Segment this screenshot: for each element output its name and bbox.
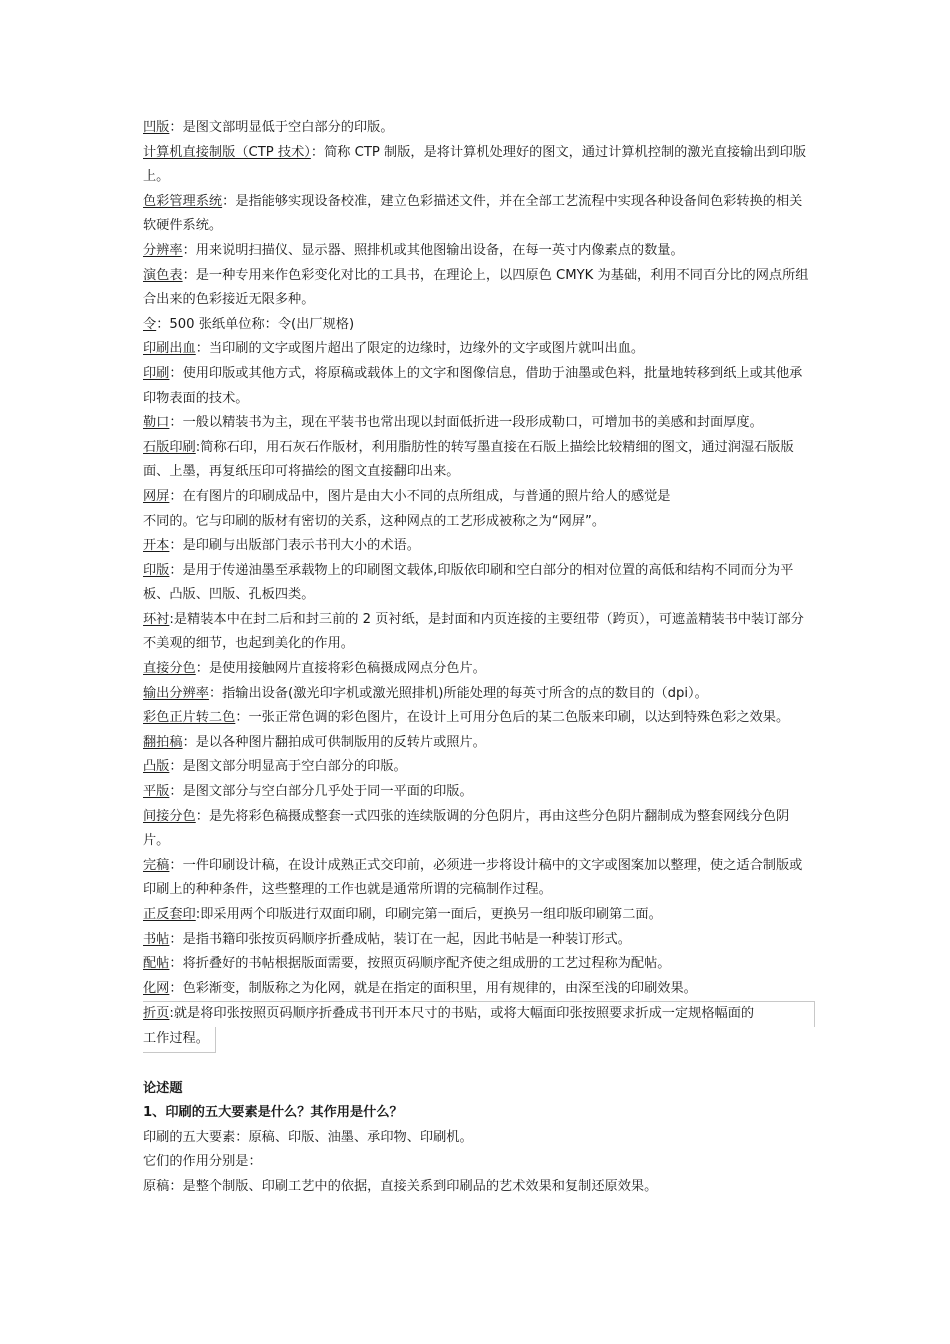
glossary-entry bbox=[143, 977, 813, 1002]
glossary-term: 分辨率 bbox=[143, 242, 183, 258]
answer-paragraph-2: 它们的作用分别是： bbox=[143, 1154, 262, 1170]
glossary-definition: 一件印刷设计稿，在设计成熟正式交印前，必须进一步将设计稿中的文字或图案加以整理，使之适合制版或印刷上的种种条件，这些整理的工作也就是通常所谓的完稿制作过程。 bbox=[143, 857, 803, 898]
glossary-entry bbox=[143, 682, 813, 707]
glossary-definition: 即采用两个印版进行双面印刷，印刷完第一面后，更换另一组印版印刷第二面。 bbox=[200, 907, 662, 922]
glossary-term: 印版 bbox=[143, 562, 170, 578]
glossary-separator: ： bbox=[169, 857, 183, 873]
glossary-term: 间接分色 bbox=[143, 808, 196, 824]
glossary-term: 配帖 bbox=[143, 956, 170, 972]
glossary-separator: ： bbox=[169, 980, 183, 996]
glossary-definition: 色彩渐变，制版称之为化网，就是在指定的面积里，用有规律的，由深至浅的印刷效果。 bbox=[182, 980, 697, 996]
glossary-term: 输出分辨率 bbox=[143, 685, 209, 701]
glossary-separator: : bbox=[169, 1006, 174, 1022]
glossary-separator: ： bbox=[195, 661, 209, 677]
glossary-separator: ： bbox=[235, 710, 249, 726]
glossary-term: 演色表 bbox=[143, 267, 183, 283]
glossary-separator: : bbox=[169, 611, 174, 627]
glossary-separator: ： bbox=[169, 759, 183, 775]
glossary-entry-last-continuation bbox=[143, 1027, 813, 1053]
glossary-separator: ： bbox=[182, 242, 196, 258]
answer-paragraph-1: 印刷的五大要素：原稿、印版、油墨、承印物、印刷机。 bbox=[143, 1129, 473, 1145]
glossary-entry bbox=[143, 239, 813, 264]
glossary-separator: ： bbox=[169, 488, 183, 504]
glossary-definition: 是使用接触网片直接将彩色稿摄成网点分色片。 bbox=[208, 661, 486, 677]
document-body bbox=[143, 116, 813, 1200]
glossary-definition: 就是将印张按照页码顺序折叠成书刊开本尺寸的书贴，或将大幅面印张按照要求折成一定规格幅面的 bbox=[173, 1006, 755, 1022]
glossary-entry bbox=[143, 928, 813, 953]
glossary-separator: ： bbox=[195, 341, 209, 357]
glossary-term: 完稿 bbox=[143, 857, 170, 873]
glossary-entry bbox=[143, 190, 813, 239]
glossary-entry bbox=[143, 116, 813, 141]
glossary-term: 网屏 bbox=[143, 488, 170, 504]
glossary-definition: 指输出设备(激光印字机或激光照排机)所能处理的每英寸所含的点的数目的（dpi）。 bbox=[222, 685, 708, 701]
glossary-entry bbox=[143, 559, 813, 608]
glossary-term: 令 bbox=[143, 316, 157, 332]
glossary-term: 折页 bbox=[143, 1006, 170, 1022]
glossary-separator: ： bbox=[169, 931, 183, 947]
glossary-entry bbox=[143, 141, 813, 190]
glossary-definition: 使用印版或其他方式，将原稿或载体上的文字和图像信息，借助于油墨或色料，批量地转移到纸上或其他承印物表面的技术。 bbox=[143, 365, 803, 406]
glossary-entry bbox=[143, 608, 813, 657]
glossary-definition: 当印刷的文字或图片超出了限定的边缘时，边缘外的文字或图片就叫出血。 bbox=[208, 341, 645, 357]
glossary-definition: 是一种专用来作色彩变化对比的工具书，在理论上，以四原色 CMYK 为基础，利用不同百分比的网点所组合出来的色彩接近无限多种。 bbox=[143, 267, 809, 308]
glossary-term: 凹版 bbox=[143, 120, 170, 135]
glossary-separator: ： bbox=[169, 365, 183, 381]
glossary-definition: 用来说明扫描仪、显示器、照排机或其他图输出设备，在每一英寸内像素点的数量。 bbox=[195, 242, 684, 258]
glossary-separator: ： bbox=[182, 267, 196, 283]
glossary-separator: : bbox=[195, 439, 201, 455]
glossary-term: 印刷出血 bbox=[143, 341, 196, 357]
glossary-entry bbox=[143, 755, 813, 780]
glossary-separator: ： bbox=[169, 562, 183, 578]
glossary-entry bbox=[143, 485, 813, 534]
glossary-term: 勒口 bbox=[143, 415, 170, 431]
glossary-definition: 在有图片的印刷成品中，图片是由大小不同的点所组成，与普通的照片给人的感觉是 bbox=[182, 488, 671, 504]
glossary-term: 色彩管理系统 bbox=[143, 193, 223, 209]
glossary-separator: ： bbox=[195, 808, 209, 824]
glossary-term: 正反套印 bbox=[143, 907, 196, 922]
glossary-definition: 一般以精装书为主，现在平装书也常出现以封面低折进一段形成勒口，可增加书的美感和封面厚度。 bbox=[182, 415, 763, 431]
glossary-definition-continuation: 工作过程。 bbox=[143, 1027, 216, 1053]
glossary-term: 翻拍稿 bbox=[143, 734, 183, 750]
glossary-separator: ： bbox=[169, 120, 183, 135]
section-spacer bbox=[143, 1053, 813, 1077]
glossary-term: 化网 bbox=[143, 980, 170, 996]
glossary-entry bbox=[143, 854, 813, 903]
glossary-definition: 是用于传递油墨至承载物上的印刷图文载体,印版依印刷和空白部分的相对位置的高低和结构不同而分为平板、凸版、凹版、孔板四类。 bbox=[143, 562, 794, 603]
glossary-entry bbox=[143, 264, 813, 313]
glossary-definition-continuation: 不同的。它与印刷的版材有密切的关系，这种网点的工艺形成被称之为“网屏”。 bbox=[143, 513, 606, 529]
glossary-definition: 是以各种图片翻拍成可供制版用的反转片或照片。 bbox=[195, 734, 486, 750]
glossary-entry bbox=[143, 952, 813, 977]
glossary-term: 书帖 bbox=[143, 931, 170, 947]
glossary-entry bbox=[143, 436, 813, 485]
section-title: 论述题 bbox=[143, 1080, 183, 1096]
glossary-entry bbox=[143, 805, 813, 854]
glossary-term: 石版印刷 bbox=[143, 439, 196, 455]
answer-paragraph-3: 原稿：是整个制版、印刷工艺中的依据，直接关系到印刷品的艺术效果和复制还原效果。 bbox=[143, 1178, 658, 1194]
glossary-term: 环衬 bbox=[143, 611, 170, 627]
glossary-term: 凸版 bbox=[143, 759, 170, 775]
glossary-separator: : bbox=[195, 907, 201, 922]
glossary-definition: 一张正常色调的彩色图片，在设计上可用分色后的某二色版来印刷，以达到特殊色彩之效果。 bbox=[248, 710, 790, 726]
glossary-entry bbox=[143, 411, 813, 436]
glossary-definition: 是指书籍印张按页码顺序折叠成帖，装订在一起，因此书帖是一种装订形式。 bbox=[182, 931, 631, 947]
glossary-separator: ： bbox=[208, 685, 223, 701]
glossary-entry bbox=[143, 534, 813, 559]
glossary-term: 印刷 bbox=[143, 365, 170, 381]
glossary-list bbox=[143, 116, 813, 1001]
glossary-separator: ： bbox=[156, 316, 170, 332]
glossary-entry bbox=[143, 362, 813, 411]
glossary-entry bbox=[143, 780, 813, 805]
glossary-definition: 是图文部分与空白部分几乎处于同一平面的印版。 bbox=[182, 784, 473, 800]
glossary-separator: ： bbox=[182, 734, 196, 750]
glossary-definition: 500 张纸单位称：令(出厂规格) bbox=[169, 316, 355, 332]
glossary-definition: 是印刷与出版部门表示书刊大小的术语。 bbox=[182, 538, 420, 554]
glossary-term: 计算机直接制版（CTP 技术） bbox=[143, 144, 311, 160]
glossary-separator: ： bbox=[310, 144, 325, 160]
glossary-entry bbox=[143, 706, 813, 731]
glossary-definition: 将折叠好的书帖根据版面需要，按照页码顺序配齐使之组成册的工艺过程称为配帖。 bbox=[182, 956, 671, 972]
glossary-definition: 是先将彩色稿摄成整套一式四张的连续版调的分色阴片，再由这些分色阴片翻制成为整套网线分色阴片。 bbox=[143, 808, 790, 849]
glossary-entry bbox=[143, 337, 813, 362]
glossary-separator: ： bbox=[169, 415, 183, 431]
question-heading: 1、印刷的五大要素是什么？其作用是什么？ bbox=[143, 1105, 403, 1121]
glossary-term: 彩色正片转二色 bbox=[143, 710, 236, 726]
glossary-term: 直接分色 bbox=[143, 661, 196, 677]
glossary-definition: 是图文部分明显高于空白部分的印版。 bbox=[182, 759, 407, 775]
glossary-separator: ： bbox=[222, 193, 236, 209]
glossary-separator: ： bbox=[169, 956, 183, 972]
glossary-entry bbox=[143, 903, 813, 928]
glossary-definition: 简称石印，用石灰石作版材，利用脂肪性的转写墨直接在石版上描绘比较精细的图文，通过润湿石版版面、上墨，再复纸压印可将描绘的图文直接翻印出来。 bbox=[143, 439, 794, 480]
glossary-entry-last bbox=[143, 1001, 815, 1027]
glossary-entry bbox=[143, 313, 813, 338]
glossary-definition: 是指能够实现设备校准，建立色彩描述文件，并在全部工艺流程中实现各种设备间色彩转换的相关软硬件系统。 bbox=[143, 193, 803, 234]
glossary-definition: 是图文部明显低于空白部分的印版。 bbox=[182, 120, 394, 135]
glossary-separator: ： bbox=[169, 538, 183, 554]
glossary-term: 开本 bbox=[143, 538, 170, 554]
glossary-term: 平版 bbox=[143, 784, 170, 800]
glossary-entry bbox=[143, 731, 813, 756]
glossary-definition: 是精装本中在封二后和封三前的 2 页衬纸，是封面和内页连接的主要纽带（跨页），可遮盖精装书中装订部分不美观的细节，也起到美化的作用。 bbox=[143, 611, 804, 652]
glossary-separator: ： bbox=[169, 784, 183, 800]
glossary-definition: 简称 CTP 制版，是将计算机处理好的图文，通过计算机控制的激光直接输出到印版上。 bbox=[143, 144, 807, 185]
glossary-entry bbox=[143, 657, 813, 682]
